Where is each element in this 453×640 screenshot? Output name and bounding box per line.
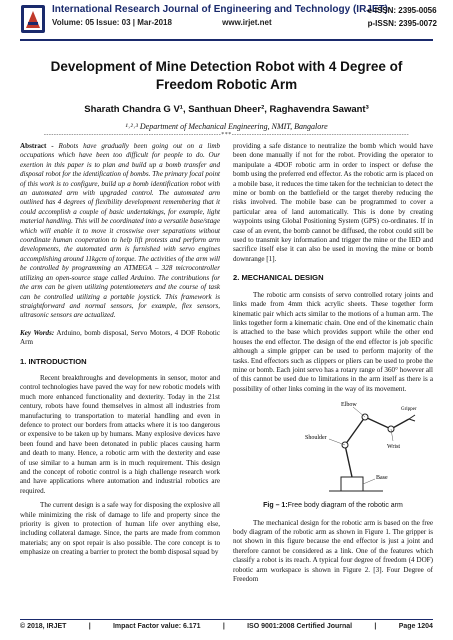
journal-name: International Research Journal of Engineering and Technology (IRJET) bbox=[52, 4, 388, 15]
footer-separator: | bbox=[88, 623, 91, 630]
link-elbow-wrist bbox=[365, 417, 391, 429]
abstract-label: Abstract - bbox=[20, 142, 59, 150]
keywords-text: Arduino, bomb disposal, Servo Motors, 4 DOF Robotic Arm bbox=[20, 328, 220, 347]
mechanical-paragraph-1: The robotic arm consists of servo controlled rotary joints and links made from 4mm thick acrylic sheets. These together form kinematic pair which acts similar to the motions of a human arm. The links together form a kinematic chain. One end of the kinematic chain is attached to the base which provides support while the other end houses the end effector. The design of the end effector is job specific although a simple gripper can be used to perform majority of the tasks. End effectors such as clippers or pliers can be used to probe the mine or bomb. Each joint servo has a rotary range of 360° however all of this cannot be used due to limitations in the arm itself as there is a possibility of other links coming in the way of its movement. bbox=[233, 290, 433, 393]
journal-header bbox=[0, 0, 453, 42]
right-column bbox=[233, 142, 433, 589]
keywords bbox=[20, 329, 220, 348]
footer-copyright: © 2018, IRJET bbox=[20, 623, 67, 630]
issn-block bbox=[368, 4, 437, 30]
shoulder-label: Shoulder bbox=[305, 435, 327, 442]
abstract bbox=[20, 142, 220, 321]
eissn: e-ISSN: 2395-0056 bbox=[367, 6, 437, 15]
author-affiliation: ¹˒²˒³ Department of Mechanical Engineering, NMIT, Bangalore bbox=[125, 122, 328, 131]
footer-separator: | bbox=[374, 623, 377, 630]
footer-iso: ISO 9001:2008 Certified Journal bbox=[247, 623, 353, 630]
page-footer bbox=[20, 619, 433, 630]
section-separator: -----------------------------------------------------------------------***----------------------------------------------------------------------- bbox=[43, 132, 410, 138]
elbow-leader bbox=[353, 407, 365, 417]
wrist-label: Wrist bbox=[387, 444, 401, 451]
journal-website[interactable]: www.irjet.net bbox=[222, 18, 272, 27]
figure-1 bbox=[233, 399, 433, 499]
irjet-logo bbox=[20, 4, 46, 34]
keywords-label: Key Words: bbox=[20, 328, 55, 337]
mechanical-paragraph-2: The mechanical design for the robotic arm is based on the free body diagram of the robotic arm as shown in Figure 1. The gripper is not shown in this figure because the end effector is just a joint and therefore cannot be considered as a link. One of the features which classify a robot is its reach. A typical four degree of freedom (4 DOF) robotic arm workspace is shown in Figure 2. [3]. Four Degree of Freedom bbox=[233, 518, 433, 583]
paper-title: Development of Mine Detection Robot with 4 Degree of Freedom Robotic Arm bbox=[50, 59, 403, 92]
footer-separator: | bbox=[222, 623, 225, 630]
abstract-text: Robots have gradually been going out on a limb occupations which have been too difficult for people to do. Our exertion in this paper is to plan and build up a bomb transfer and disposal robot for the identification of bombs. The primary focal point of this work is to configure, build up a bomb identification robot with an automated arm with upgraded control. The automated arm outlined has 4 degrees of flexibility development remembering that it could accomplish a couple of basic undertakings, for example, light material handling. This will be coordinated into a versatile base/stage which will enable it to move it crosswise over separations without coordinate human cooperation to help lift protests and perform arm developments, the automated arm is furnished with servo engines accomplishing around 11kgcm of torque. The activities of the arm will be controlled by programming an ATMEGA – 328 microcontroller utilizing an open-source stage called Arduino. The contributions for the arm can be given utilizing potentiometers and the course of task can be controlled utilizing a portable joystick. This framework is straightforward and normal sensors, for example, flex sensors, ultrasonic sensors are actualized. bbox=[20, 142, 220, 320]
pissn: p-ISSN: 2395-0072 bbox=[367, 19, 437, 28]
left-column bbox=[20, 142, 220, 563]
header-text bbox=[52, 4, 437, 27]
gripper-shape bbox=[409, 415, 415, 421]
figure-caption-label: Fig – 1: bbox=[263, 502, 288, 510]
intro-paragraph-2: The current design is a safe way for disposing the explosive all while minimizing the risk of damage to life and property since the priority is given to protection of human life over anything else, including collateral damage. Since, the parts are made from common materials; any on spot repair is also possible. The core concept is to emphasize on creating a barrier to protect the bomb disposal squad by bbox=[20, 501, 220, 557]
figure-1-caption bbox=[233, 501, 433, 510]
figure-caption-text: Free body diagram of the robotic arm bbox=[287, 502, 403, 510]
gripper-label: Gripper bbox=[401, 407, 417, 413]
section-heading-mechanical-design: 2. MECHANICAL DESIGN bbox=[233, 273, 324, 283]
footer-page-number: Page 1204 bbox=[398, 623, 433, 630]
base-leader bbox=[363, 479, 375, 484]
section-heading-introduction: 1. INTRODUCTION bbox=[20, 356, 87, 366]
shoulder-leader bbox=[329, 439, 345, 445]
robotic-arm-diagram bbox=[233, 399, 433, 499]
base-label: Base bbox=[376, 475, 388, 482]
paper-authors: Sharath Chandra G V¹, Santhuan Dheer², Raghavendra Sawant³ bbox=[84, 104, 369, 115]
link-base-shoulder bbox=[345, 445, 352, 477]
elbow-label: Elbow bbox=[341, 402, 357, 409]
link-shoulder-elbow bbox=[345, 417, 365, 445]
volume-issue: Volume: 05 Issue: 03 | Mar-2018 bbox=[52, 18, 172, 27]
header-rule bbox=[20, 39, 433, 41]
body-paragraph-continued: providing a safe distance to neutralize the bomb which would have been done manually if not for the robot. Providing the operator to manipulate a 4DOF robotic arm in order to inspect or defuse the bomb using the preferred end effector. As the robotic arm is placed on a mobile base, it reduces the time taken for the technician to detect the mine or bomb on the battlefield or the target thereby reducing the risks involved. The mobile base can be programmed to cover a particular area of land automatically. This is done by creating waypoints using Global Positioning System (GPS) co-ordinates. If in case of an event, the bomb cannot be diffused, the robot could still be used to transmit key information and trigger the mine or the IED and sacrifice itself else it can also be used in moving the mine or bomb downrange [1]. bbox=[233, 142, 433, 263]
intro-paragraph-1: Recent breakthroughs and developments in sensor, motor and control technologies have paved the way for new robotic models with much more enhanced functionality and dexterity. Today in the 21st century, robots have found themselves in almost all industries from manufacturing to transportation to material handling and even in defence to protect our borders from attacks where it is too dangerous or expensive to be taken up by humans. Many explosive devices have been found and have been detonated in public places causing harm and death to many. Hence, a robotic arm with the dexterity and ease of use similar to a human arm is in much requirement. This design and the concept of robotic control is a high challenge research work and have applications where automation and industrial robotics are required. bbox=[20, 373, 220, 495]
footer-impact-factor: Impact Factor value: 6.171 bbox=[112, 623, 201, 630]
base-block bbox=[341, 477, 363, 491]
